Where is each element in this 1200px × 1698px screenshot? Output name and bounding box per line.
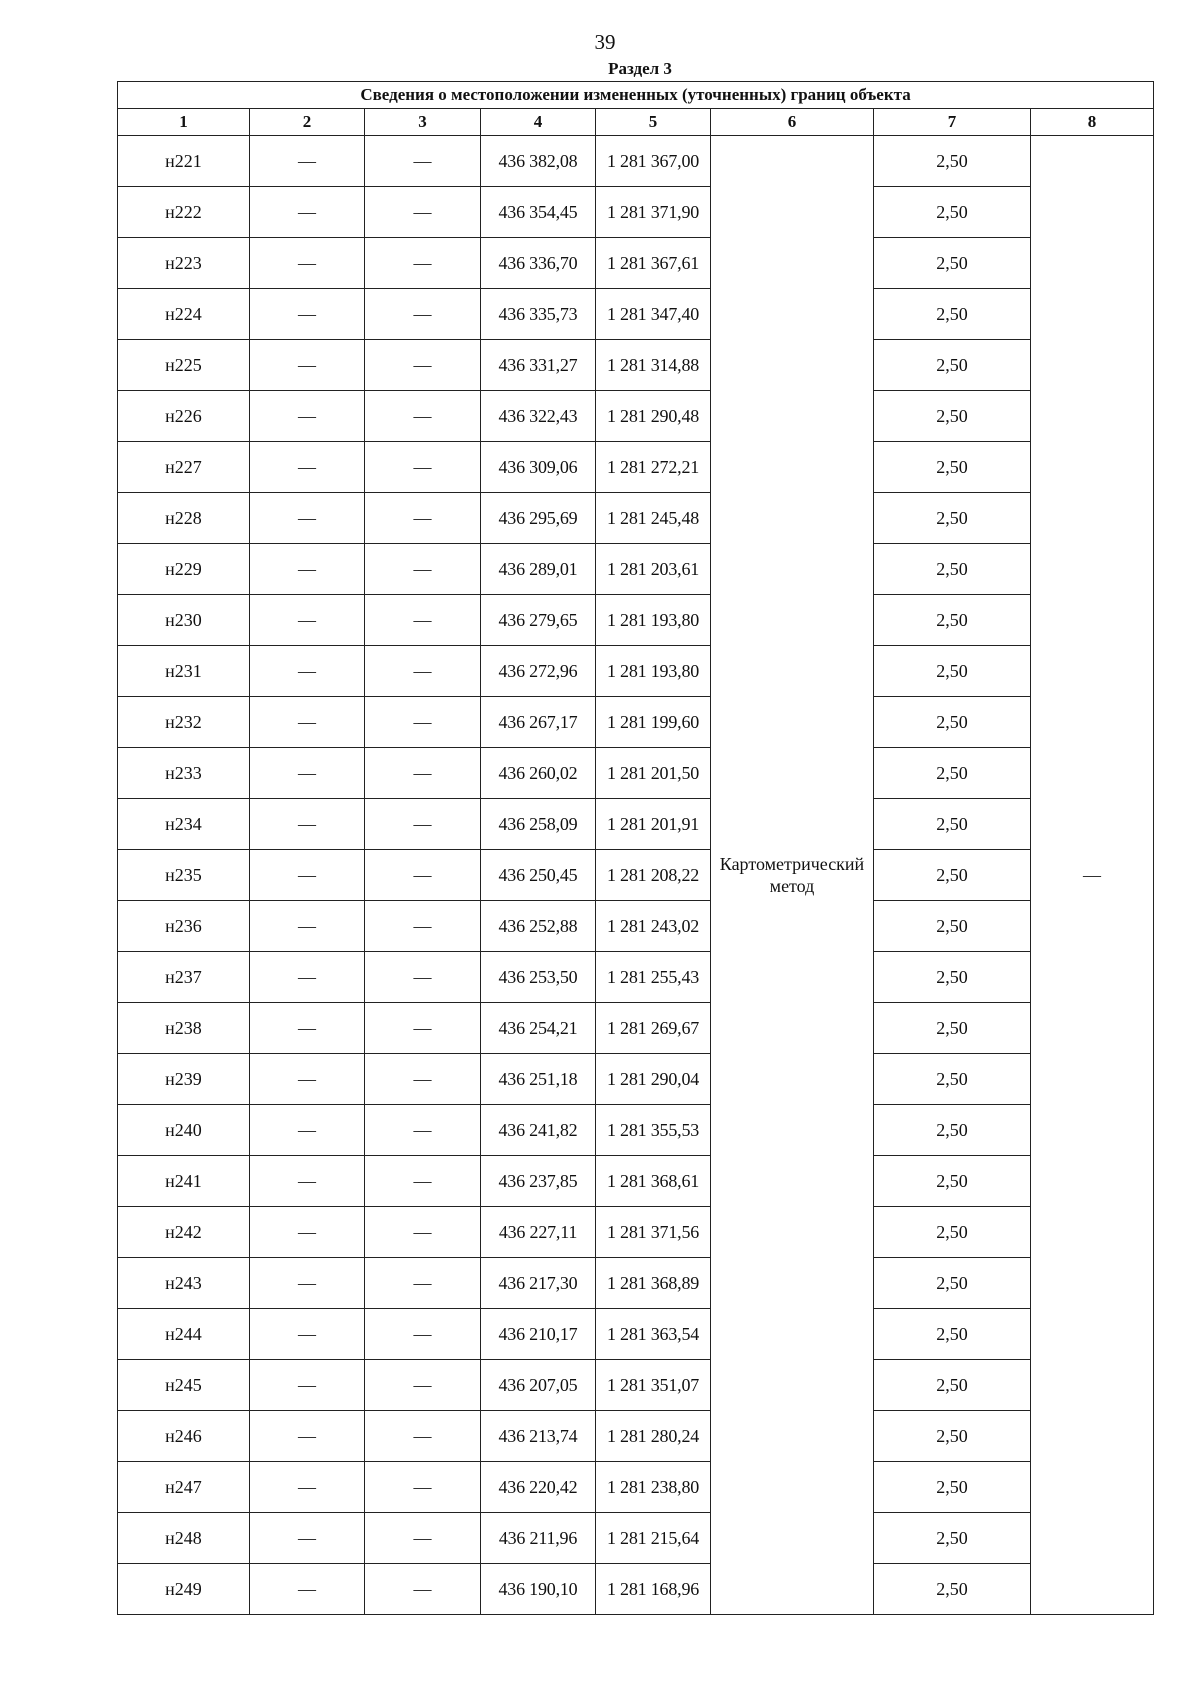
column-number: 6: [711, 109, 874, 136]
accuracy-cell: 2,50: [874, 646, 1031, 697]
column-3-cell: —: [365, 544, 481, 595]
column-number: 2: [250, 109, 365, 136]
table-row: [118, 1258, 1154, 1309]
column-2-cell: —: [250, 187, 365, 238]
column-2-cell: —: [250, 1054, 365, 1105]
x-coordinate-cell: 436 237,85: [481, 1156, 596, 1207]
y-coordinate-cell: 1 281 371,90: [596, 187, 711, 238]
accuracy-cell: 2,50: [874, 901, 1031, 952]
y-coordinate-cell: 1 281 363,54: [596, 1309, 711, 1360]
point-name-cell: н226: [118, 391, 250, 442]
y-coordinate-cell: 1 281 193,80: [596, 595, 711, 646]
accuracy-cell: 2,50: [874, 1513, 1031, 1564]
accuracy-cell: 2,50: [874, 1156, 1031, 1207]
column-2-cell: —: [250, 1360, 365, 1411]
column-2-cell: —: [250, 442, 365, 493]
x-coordinate-cell: 436 260,02: [481, 748, 596, 799]
column-2-cell: —: [250, 850, 365, 901]
column-2-cell: —: [250, 340, 365, 391]
accuracy-cell: 2,50: [874, 799, 1031, 850]
column-2-cell: —: [250, 952, 365, 1003]
accuracy-cell: 2,50: [874, 952, 1031, 1003]
column-2-cell: —: [250, 901, 365, 952]
y-coordinate-cell: 1 281 199,60: [596, 697, 711, 748]
accuracy-cell: 2,50: [874, 289, 1031, 340]
column-3-cell: —: [365, 748, 481, 799]
accuracy-cell: 2,50: [874, 1360, 1031, 1411]
x-coordinate-cell: 436 253,50: [481, 952, 596, 1003]
accuracy-cell: 2,50: [874, 1054, 1031, 1105]
accuracy-cell: 2,50: [874, 391, 1031, 442]
column-2-cell: —: [250, 1462, 365, 1513]
accuracy-cell: 2,50: [874, 850, 1031, 901]
column-2-cell: —: [250, 1258, 365, 1309]
x-coordinate-cell: 436 279,65: [481, 595, 596, 646]
accuracy-cell: 2,50: [874, 1564, 1031, 1615]
column-2-cell: —: [250, 799, 365, 850]
accuracy-cell: 2,50: [874, 238, 1031, 289]
point-name-cell: н248: [118, 1513, 250, 1564]
column-number: 7: [874, 109, 1031, 136]
column-2-cell: —: [250, 1105, 365, 1156]
accuracy-cell: 2,50: [874, 1105, 1031, 1156]
table-row: [118, 697, 1154, 748]
table-row: [118, 1564, 1154, 1615]
column-3-cell: —: [365, 187, 481, 238]
point-name-cell: н224: [118, 289, 250, 340]
table-row: [118, 1054, 1154, 1105]
column-3-cell: —: [365, 1513, 481, 1564]
column-2-cell: —: [250, 1564, 365, 1615]
x-coordinate-cell: 436 220,42: [481, 1462, 596, 1513]
x-coordinate-cell: 436 272,96: [481, 646, 596, 697]
column-3-cell: —: [365, 136, 481, 187]
accuracy-cell: 2,50: [874, 1258, 1031, 1309]
point-name-cell: н242: [118, 1207, 250, 1258]
column-3-cell: —: [365, 595, 481, 646]
table-row: [118, 850, 1154, 901]
y-coordinate-cell: 1 281 238,80: [596, 1462, 711, 1513]
accuracy-cell: 2,50: [874, 544, 1031, 595]
column-2-cell: —: [250, 544, 365, 595]
accuracy-cell: 2,50: [874, 187, 1031, 238]
column-2-cell: —: [250, 1309, 365, 1360]
accuracy-cell: 2,50: [874, 340, 1031, 391]
x-coordinate-cell: 436 267,17: [481, 697, 596, 748]
column-3-cell: —: [365, 1360, 481, 1411]
point-name-cell: н244: [118, 1309, 250, 1360]
point-name-cell: н239: [118, 1054, 250, 1105]
accuracy-cell: 2,50: [874, 748, 1031, 799]
column-2-cell: —: [250, 1003, 365, 1054]
column-3-cell: —: [365, 1309, 481, 1360]
column-3-cell: —: [365, 442, 481, 493]
column-3-cell: —: [365, 391, 481, 442]
y-coordinate-cell: 1 281 367,61: [596, 238, 711, 289]
y-coordinate-cell: 1 281 314,88: [596, 340, 711, 391]
table-row: [118, 1003, 1154, 1054]
point-name-cell: н237: [118, 952, 250, 1003]
column-2-cell: —: [250, 697, 365, 748]
table-row: [118, 289, 1154, 340]
y-coordinate-cell: 1 281 201,91: [596, 799, 711, 850]
y-coordinate-cell: 1 281 201,50: [596, 748, 711, 799]
column-3-cell: —: [365, 1462, 481, 1513]
column-2-cell: —: [250, 391, 365, 442]
column-2-cell: —: [250, 1411, 365, 1462]
y-coordinate-cell: 1 281 168,96: [596, 1564, 711, 1615]
column-3-cell: —: [365, 697, 481, 748]
column-3-cell: —: [365, 850, 481, 901]
column-number-row: [118, 109, 1154, 136]
page-number: 39: [594, 30, 616, 54]
table-row: [118, 493, 1154, 544]
table-caption: Сведения о местоположении измененных (уточненных) границ объекта: [118, 82, 1154, 109]
accuracy-cell: 2,50: [874, 1003, 1031, 1054]
method-cell: Картометрический метод: [711, 136, 874, 1615]
point-name-cell: н232: [118, 697, 250, 748]
x-coordinate-cell: 436 251,18: [481, 1054, 596, 1105]
point-name-cell: н249: [118, 1564, 250, 1615]
column-8-cell: —: [1031, 136, 1154, 1615]
section-title: Раздел 3: [608, 59, 672, 78]
column-2-cell: —: [250, 748, 365, 799]
point-name-cell: н234: [118, 799, 250, 850]
point-name-cell: н246: [118, 1411, 250, 1462]
column-3-cell: —: [365, 1564, 481, 1615]
column-3-cell: —: [365, 1207, 481, 1258]
point-name-cell: н229: [118, 544, 250, 595]
table-row: [118, 1309, 1154, 1360]
column-3-cell: —: [365, 340, 481, 391]
point-name-cell: н243: [118, 1258, 250, 1309]
point-name-cell: н238: [118, 1003, 250, 1054]
table-row: [118, 544, 1154, 595]
column-2-cell: —: [250, 1156, 365, 1207]
y-coordinate-cell: 1 281 368,61: [596, 1156, 711, 1207]
column-3-cell: —: [365, 238, 481, 289]
table-row: [118, 1462, 1154, 1513]
x-coordinate-cell: 436 190,10: [481, 1564, 596, 1615]
x-coordinate-cell: 436 213,74: [481, 1411, 596, 1462]
accuracy-cell: 2,50: [874, 697, 1031, 748]
y-coordinate-cell: 1 281 290,04: [596, 1054, 711, 1105]
point-name-cell: н225: [118, 340, 250, 391]
table-row: [118, 646, 1154, 697]
y-coordinate-cell: 1 281 243,02: [596, 901, 711, 952]
column-number: 1: [118, 109, 250, 136]
column-number: 8: [1031, 109, 1154, 136]
column-3-cell: —: [365, 646, 481, 697]
point-name-cell: н241: [118, 1156, 250, 1207]
y-coordinate-cell: 1 281 367,00: [596, 136, 711, 187]
y-coordinate-cell: 1 281 203,61: [596, 544, 711, 595]
column-3-cell: —: [365, 1156, 481, 1207]
point-name-cell: н233: [118, 748, 250, 799]
table-row: [118, 340, 1154, 391]
table-row: [118, 136, 1154, 187]
point-name-cell: н236: [118, 901, 250, 952]
x-coordinate-cell: 436 250,45: [481, 850, 596, 901]
column-3-cell: —: [365, 1054, 481, 1105]
x-coordinate-cell: 436 217,30: [481, 1258, 596, 1309]
column-3-cell: —: [365, 289, 481, 340]
column-3-cell: —: [365, 1411, 481, 1462]
x-coordinate-cell: 436 322,43: [481, 391, 596, 442]
column-3-cell: —: [365, 952, 481, 1003]
table-row: [118, 391, 1154, 442]
x-coordinate-cell: 436 211,96: [481, 1513, 596, 1564]
y-coordinate-cell: 1 281 290,48: [596, 391, 711, 442]
point-name-cell: н227: [118, 442, 250, 493]
column-number: 4: [481, 109, 596, 136]
y-coordinate-cell: 1 281 193,80: [596, 646, 711, 697]
table-row: [118, 799, 1154, 850]
y-coordinate-cell: 1 281 280,24: [596, 1411, 711, 1462]
y-coordinate-cell: 1 281 272,21: [596, 442, 711, 493]
x-coordinate-cell: 436 309,06: [481, 442, 596, 493]
table-row: [118, 238, 1154, 289]
table-row: [118, 1411, 1154, 1462]
table-row: [118, 1513, 1154, 1564]
x-coordinate-cell: 436 254,21: [481, 1003, 596, 1054]
table-row: [118, 1156, 1154, 1207]
boundary-table: [117, 81, 1154, 1615]
x-coordinate-cell: 436 354,45: [481, 187, 596, 238]
x-coordinate-cell: 436 258,09: [481, 799, 596, 850]
table-row: [118, 1360, 1154, 1411]
accuracy-cell: 2,50: [874, 595, 1031, 646]
column-3-cell: —: [365, 493, 481, 544]
table-row: [118, 1207, 1154, 1258]
column-2-cell: —: [250, 646, 365, 697]
y-coordinate-cell: 1 281 208,22: [596, 850, 711, 901]
table-row: [118, 1105, 1154, 1156]
column-3-cell: —: [365, 1003, 481, 1054]
y-coordinate-cell: 1 281 245,48: [596, 493, 711, 544]
point-name-cell: н231: [118, 646, 250, 697]
y-coordinate-cell: 1 281 368,89: [596, 1258, 711, 1309]
x-coordinate-cell: 436 241,82: [481, 1105, 596, 1156]
x-coordinate-cell: 436 252,88: [481, 901, 596, 952]
column-3-cell: —: [365, 1258, 481, 1309]
accuracy-cell: 2,50: [874, 136, 1031, 187]
point-name-cell: н230: [118, 595, 250, 646]
column-2-cell: —: [250, 289, 365, 340]
column-2-cell: —: [250, 136, 365, 187]
x-coordinate-cell: 436 207,05: [481, 1360, 596, 1411]
y-coordinate-cell: 1 281 347,40: [596, 289, 711, 340]
y-coordinate-cell: 1 281 351,07: [596, 1360, 711, 1411]
x-coordinate-cell: 436 382,08: [481, 136, 596, 187]
column-3-cell: —: [365, 1105, 481, 1156]
point-name-cell: н245: [118, 1360, 250, 1411]
column-2-cell: —: [250, 238, 365, 289]
column-3-cell: —: [365, 901, 481, 952]
table-row: [118, 595, 1154, 646]
x-coordinate-cell: 436 295,69: [481, 493, 596, 544]
table-row: [118, 442, 1154, 493]
table-row: [118, 187, 1154, 238]
x-coordinate-cell: 436 289,01: [481, 544, 596, 595]
accuracy-cell: 2,50: [874, 1309, 1031, 1360]
column-2-cell: —: [250, 493, 365, 544]
accuracy-cell: 2,50: [874, 1411, 1031, 1462]
point-name-cell: н240: [118, 1105, 250, 1156]
accuracy-cell: 2,50: [874, 493, 1031, 544]
accuracy-cell: 2,50: [874, 442, 1031, 493]
table-caption-row: [118, 82, 1154, 109]
y-coordinate-cell: 1 281 371,56: [596, 1207, 711, 1258]
table-row: [118, 748, 1154, 799]
x-coordinate-cell: 436 227,11: [481, 1207, 596, 1258]
y-coordinate-cell: 1 281 215,64: [596, 1513, 711, 1564]
column-2-cell: —: [250, 1513, 365, 1564]
x-coordinate-cell: 436 336,70: [481, 238, 596, 289]
x-coordinate-cell: 436 335,73: [481, 289, 596, 340]
x-coordinate-cell: 436 331,27: [481, 340, 596, 391]
column-number: 5: [596, 109, 711, 136]
y-coordinate-cell: 1 281 355,53: [596, 1105, 711, 1156]
table-row: [118, 952, 1154, 1003]
point-name-cell: н228: [118, 493, 250, 544]
point-name-cell: н223: [118, 238, 250, 289]
column-number: 3: [365, 109, 481, 136]
column-3-cell: —: [365, 799, 481, 850]
table-row: [118, 901, 1154, 952]
accuracy-cell: 2,50: [874, 1207, 1031, 1258]
accuracy-cell: 2,50: [874, 1462, 1031, 1513]
column-2-cell: —: [250, 595, 365, 646]
point-name-cell: н221: [118, 136, 250, 187]
y-coordinate-cell: 1 281 255,43: [596, 952, 711, 1003]
column-2-cell: —: [250, 1207, 365, 1258]
point-name-cell: н235: [118, 850, 250, 901]
x-coordinate-cell: 436 210,17: [481, 1309, 596, 1360]
point-name-cell: н247: [118, 1462, 250, 1513]
point-name-cell: н222: [118, 187, 250, 238]
y-coordinate-cell: 1 281 269,67: [596, 1003, 711, 1054]
